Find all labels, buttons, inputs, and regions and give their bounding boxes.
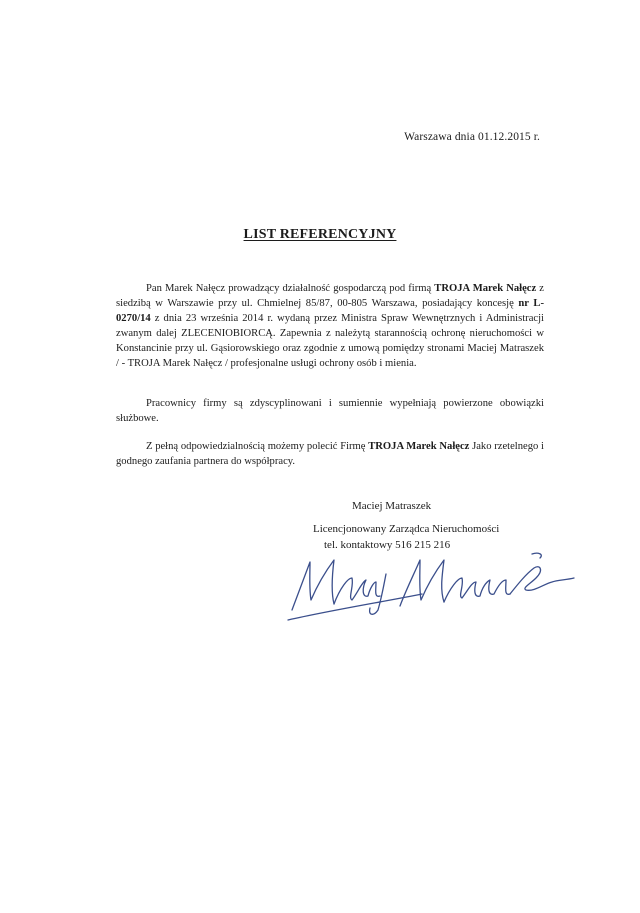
paragraph-1-text-c: z dnia 23 września 2014 r. wydaną przez Ministra Spraw Wewnętrznych i Administracji zwanym dalej ZLECENIOBIORCĄ. Zapewnia z należytą starannością ochronę nieruchomości w Konstancinie przy ul. Gąsiorowskiego oraz zgodnie z umową pomiędzy stronami Maciej Matraszek / - TROJA Marek Nałęcz / profesjonalne usługi ochrony osób i mienia. — [116, 312, 544, 369]
signature-stroke — [532, 553, 541, 558]
paragraph-1 — [116, 282, 544, 371]
license-number-bold: nr L-0270/14 — [116, 297, 544, 324]
signature-stroke — [292, 560, 334, 610]
signature-stroke — [400, 560, 444, 606]
company-name-bold: TROJA Marek Nałęcz — [368, 441, 470, 452]
signature-stroke — [444, 578, 510, 602]
letter-date: Warszawa dnia 01.12.2015 r. — [404, 131, 540, 143]
paragraph-3 — [116, 440, 544, 470]
paragraph-3-text-b: Jako rzetelnego i godnego zaufania partnera do współpracy. — [116, 441, 544, 467]
paragraph-1-text-a: Pan Marek Nałęcz prowadzący działalność gospodarczą pod firmą — [146, 283, 435, 294]
signer-phone: tel. kontaktowy 516 215 216 — [324, 539, 451, 551]
signature-stroke — [510, 567, 574, 594]
signer-role: Licencjonowany Zarządca Nieruchomości — [313, 523, 500, 535]
letter-title: LIST REFERENCYJNY — [243, 227, 397, 242]
paragraph-3-text-a: Z pełną odpowiedzialnością możemy polecić Firmę — [146, 441, 369, 452]
company-name-bold: TROJA Marek Nałęcz — [434, 283, 537, 294]
paragraph-2-text: Pracownicy firmy są zdyscyplinowani i sumiennie wypełniają powierzone obowiązki służbowe. — [116, 398, 544, 424]
paragraph-1-text-b: z siedzibą w Warszawie przy ul. Chmielnej 85/87, 00-805 Warszawa, posiadający koncesję — [116, 283, 544, 309]
signature-stroke — [334, 578, 380, 604]
signature-stroke — [288, 594, 422, 620]
signer-name: Maciej Matraszek — [352, 500, 432, 512]
paragraph-2 — [116, 397, 544, 427]
signature-stroke — [370, 574, 386, 614]
handwritten-signature — [282, 544, 582, 622]
